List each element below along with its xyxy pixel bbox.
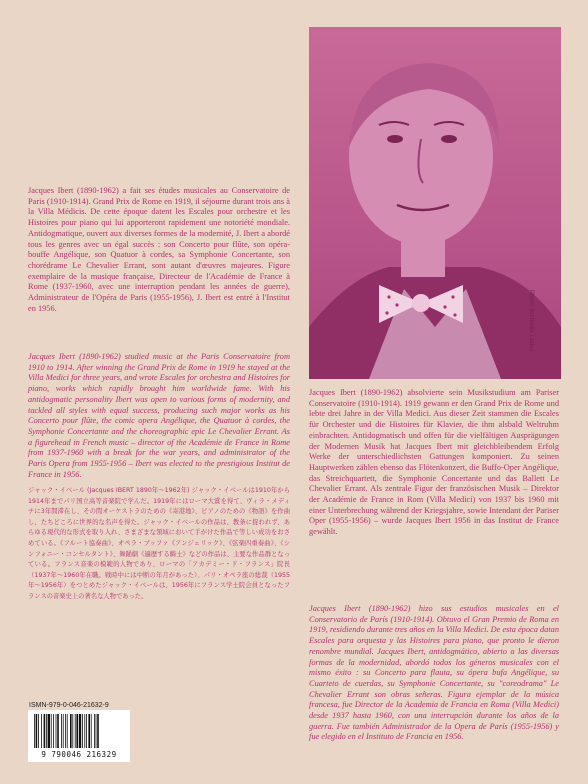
- photo-credit: Photo Archives Leduc: [528, 290, 534, 353]
- biography-spanish: Jacques Ibert (1890-1962) hizo sus estudios musicales en el Conservatorio de París (1910-1914). Obtuvo el Gran Premio de Roma en 1919, residiendo durante tres años en la Villa Medici. De esta época datan Escales para orquesta y las Histoires para piano, que pronto le dieron renombre mundial. Jacques Ibert, antidogmático, abierto a las diversas formas de la modernidad, abordó todos los géneros musicales con el mismo éxito : su Concerto para flauta, su ópera bufa Angélique, su Cuarteto de cuerdas, su Symphonie Concertante, su "coreodrama" Le Chevalier Errant son obras señeras. Figura ejemplar de la música francesa, fue Director de la Academia de Francia en Roma (Villa Medici) desde 1937 hasta 1960, con una interrupción durante los años de la guerra. Fue también Administrador de la Opera de París (1955-1956) y fue elegido en el Instituto de Francia en 1956.: [309, 604, 559, 742]
- biography-english: Jacques Ibert (1890-1962) studied music at the Paris Conservatoire from 1910 to 1914. After winning the Grand Prix de Rome in 1919 he stayed at the Villa Medici for three years, and wrote Escales for orchestra and Histoires for piano, works which rapidly brought him worldwide fame. With his antidogmatic personality Ibert was open to various forms of modernity, and tackled all styles with equal success, producing such major works as his Concerto pour flûte, the comic opera Angélique, the Quatuor à cordes, the Symphonie Concertante and the choreographic epic Le Chevalier Errant. As a figurehead in French music – director of the Académie de France in Rome from 1937-1960 with a break for the war years, and administrator of the Paris Opera from 1955-1956 – Ibert was elected to the prestigious Institut de France in 1956.: [28, 352, 290, 479]
- barcode-bars: [34, 714, 124, 748]
- barcode: [28, 710, 130, 762]
- composer-portrait-photo: [309, 27, 561, 379]
- biography-german: Jacques Ibert (1890-1962) absolvierte sein Musikstudium am Pariser Conservatoire (1910-1914). 1919 gewann er den Grand Prix de Rome und lebte drei Jahre in der Villa Medici. Aus dieser Zeit stammen die Escales für Orchester und die Histoires für Klavier, die ihm alsbald Weltruhm einbrachten. Antidogmatisch und offen für die vielfältigen Ausprägungen der Modernen Musik hat Jacques Ibert mit gleichbleibendem Erfolg Werke der unterschiedlichsten Gattungen komponiert. Zu seinen Hauptwerken zählen ebenso das Flötenkonzert, die Buffo-Oper Angélique, das Streichquartett, die Symphonie Concertante und das Ballett Le Chevalier Errant. Als zentrale Figur der französischen Musik – Direktor der Académie de France in Rom (Villa Medici) von 1937 bis 1960 mit einer Unterbrechung während der Kriegsjahre, sowie Intendant der Pariser Oper (1955-1956) – wurde Jacques Ibert 1956 in das Institut de France gewählt.: [309, 388, 559, 537]
- biography-french: Jacques Ibert (1890-1962) a fait ses études musicales au Conservatoire de Paris (1910-1914). Grand Prix de Rome en 1919, il séjourne durant trois ans à la Villa Médicis. De cette époque datent les Escales pour orchestre et les Histoires pour piano qui lui apporteront rapidement une notoriété mondiale. Antidogmatique, ouvert aux diverses formes de la modernité, J. Ibert a abordé tous les genres avec un égal succès : son Concerto pour flûte, son opéra-bouffe Angélique, son Quatuor à cordes, sa Symphonie Concertante, son chorédrame Le Chevalier Errant, sont autant d'œuvres majeures. Figure exemplaire de la musique française, Directeur de l'Académie de France à Rome (1937-1960, avec une interruption pendant les années de guerre), Administrateur de l'Opéra de Paris (1955-1956), J. Ibert est entré à l'Institut en 1956.: [28, 186, 290, 313]
- portrait-illustration: [309, 27, 561, 379]
- ismn-number: ISMN-979-0-046-21632-9: [29, 702, 109, 709]
- barcode-digits: 9 790046 216329: [41, 750, 117, 759]
- biography-japanese: ジャック・イベール (Jacques IBERT 1890年〜1962年) ジャック・イベールは1910年から1914年までパリ国立高等音楽院で学んだ。1919年にはローマ大賞を得て、ヴィラ・メディチに3年間滞在し、その間オーケストラのための《寄港地》、ピアノのための《物語》を作曲し、たちどころに世界的な名声を得た。ジャック・イベールの作品は、教条に捉われず、あらゆる現代的な形式を取り入れ、さまざまな領域において手がけた作品で等しい成功をおさめている。《フルート協奏曲》、オペラ・ブッファ《アンジェリック》、《弦楽四重奏曲》、《シンフォニー・コンセルタント》、舞踊劇《遍歴する騎士》などの作品は、主要な作品群となっている。フランス音楽の模範的人物であり、ローマの「アカデミー・ド・フランス」院長（1937年〜1960年在職。戦時中には中断の年月があった）、パリ・オペラ座の総裁（1955年〜1956年）をつとめたジャック・イベールは、1956年にフランス学士院会員となったフランスの音楽史上の著名な人物であった。: [28, 487, 290, 600]
